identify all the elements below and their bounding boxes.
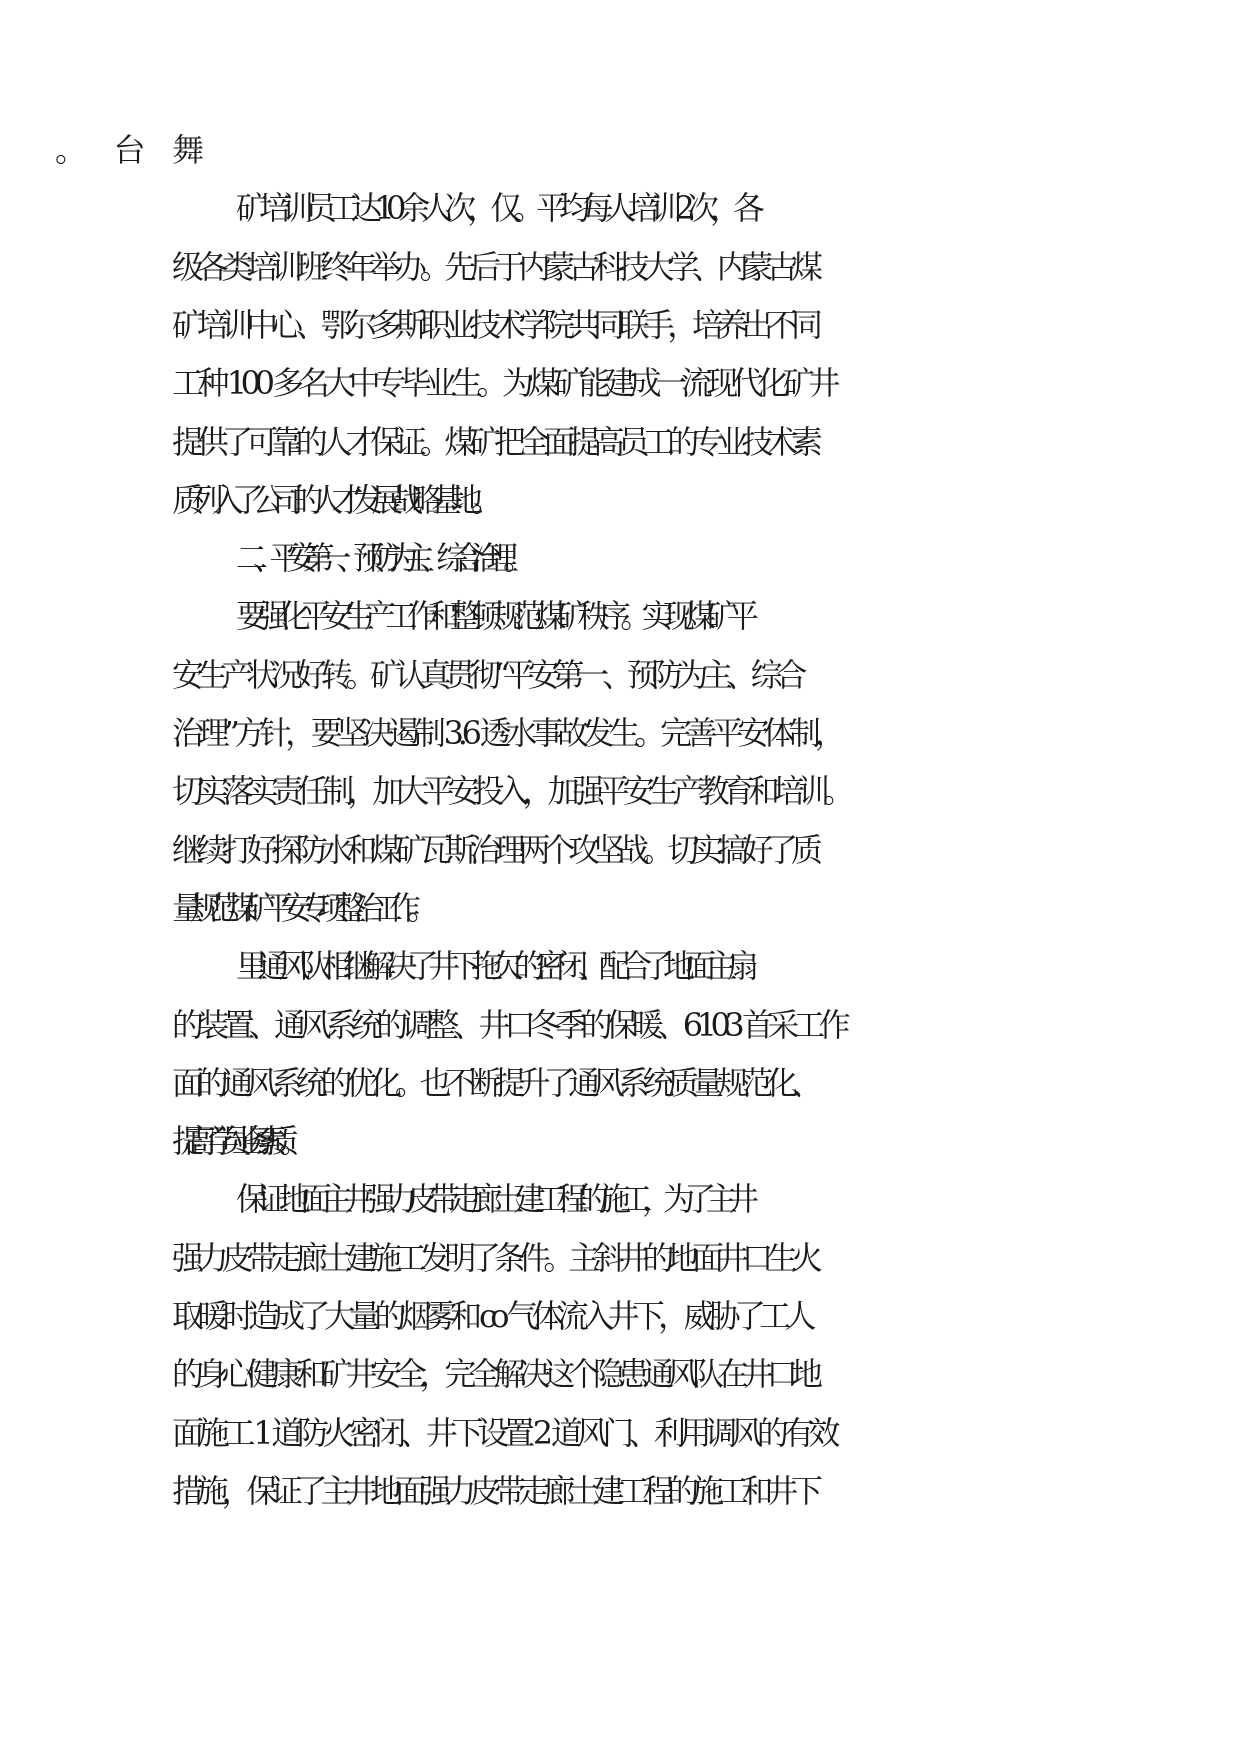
text-line: 要强化平安生产工作和整顿规范煤矿秩序。实现煤矿平 bbox=[236, 597, 749, 636]
text-line: 二、平安第一、预防为主、综合治理。 bbox=[236, 539, 520, 578]
text-line: 取暖时造成了大量的烟雾和 co 气体流入井下，威胁了工人 bbox=[172, 1297, 810, 1335]
text-line: 切实落实责任制，加大平安投入，加强平安生产教育和培训。 bbox=[172, 772, 849, 811]
text-line: 级各类培训班终年举办。先后于内蒙古科技大学、内蒙古煤 bbox=[172, 247, 816, 286]
text-line: 的身心健康和矿井安全，完全解决这个隐患通风队在井口地 bbox=[172, 1355, 816, 1394]
text-line: 工种 100 多名大中专毕业生。为煤矿能建成一流现代化矿井 bbox=[172, 364, 834, 403]
text-line: 的装置、通风系统的调整、井口冬季的保暖、6103 首采工作 bbox=[172, 1005, 845, 1044]
text-line: 治理”方针，要坚决遏制 3.6 透水事故发生。完善平安体制， bbox=[172, 714, 841, 752]
text-line: 安生产状况好转。矿认真贯彻“平安第一、预防为主、综合 bbox=[172, 655, 801, 694]
text-line: 面的通风系统的优化。也不断提升了通风系统质量规范化、 bbox=[172, 1063, 816, 1102]
text-line: 提高了学员业务素质。 bbox=[172, 1122, 291, 1161]
text-line: 矿培训员工达 10 余人次，仅。平均每人培训 2 次，各 bbox=[236, 189, 756, 228]
text-line: 质列入了公司的人才发展战略基地。 bbox=[172, 480, 491, 519]
text-line: 矿培训中心、鄂尔多斯职业技术学院共同联手，培养出不同 bbox=[172, 305, 816, 344]
text-line bbox=[172, 130, 1241, 170]
text-line: 里通风队相继解决了井下拖欠的密闭、配合了地面主扇 bbox=[236, 947, 749, 986]
text-line: 强力皮带走廊土建施工发明了条件。主斜井的地面井口生火 bbox=[172, 1238, 816, 1277]
text-line: 保证地面主井强力皮带走廊土建工程的施工，为了主井 bbox=[236, 1180, 749, 1219]
text-line: 提供了可靠的人才保证。煤矿把全面提高员工的专业技术素 bbox=[172, 422, 816, 461]
text-line: 量规范煤矿平安专项整治工作。 bbox=[172, 888, 426, 927]
text-line: 面施工 1 道防火密闭、井下设置 2 道风门、利用调风的有效 bbox=[172, 1413, 835, 1452]
text-line: 继续打好探防水和煤矿瓦斯治理两个攻坚战。切实搞好了质 bbox=[172, 830, 816, 869]
text-line: 措施，保证了主井地面强力皮带走廊土建工程的施工和井下 bbox=[172, 1471, 816, 1510]
